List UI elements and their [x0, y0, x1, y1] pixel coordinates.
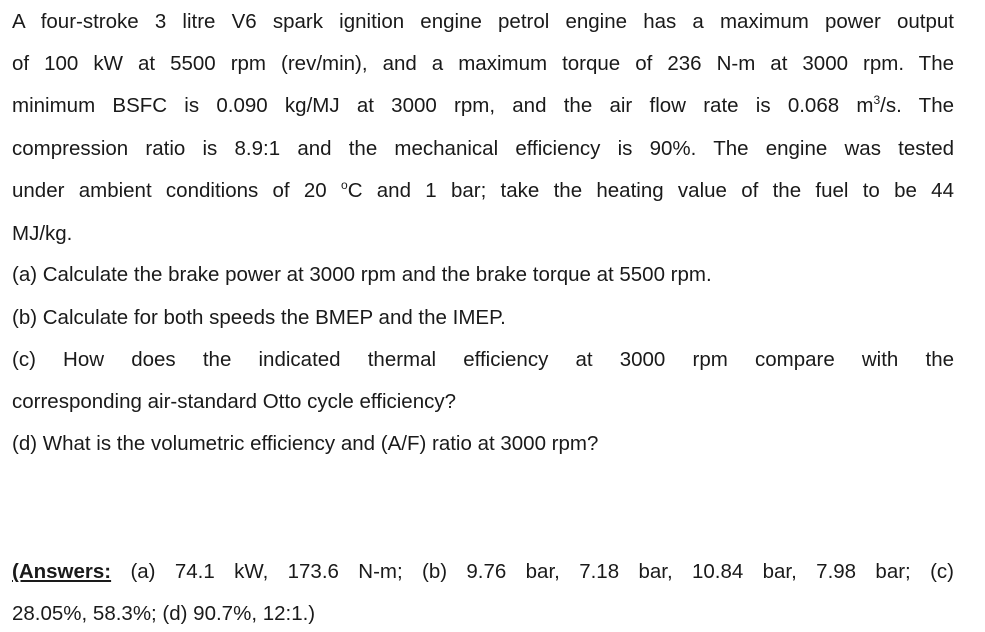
problem-line-6: MJ/kg. — [12, 222, 73, 245]
question-d: (d) What is the volumetric efficiency and (A/F) ratio at 3000 rpm? — [12, 432, 599, 455]
problem-line-2: of 100 kW at 5500 rpm (rev/min), and a maximum torque of 236 N-m at 3000 rpm. The — [12, 52, 954, 75]
problem-line-3-end: /s. The — [880, 94, 954, 117]
problem-line-5 — [12, 179, 954, 203]
question-c-line-2: corresponding air-standard Otto cycle efficiency? — [12, 390, 457, 413]
answers-line-1 — [12, 560, 954, 584]
problem-line-4: compression ratio is 8.9:1 and the mechanical efficiency is 90%. The engine was tested — [12, 137, 954, 160]
problem-line-1: A four-stroke 3 litre V6 spark ignition engine petrol engine has a maximum power output — [12, 10, 954, 33]
answers-line-2: 28.05%, 58.3%; (d) 90.7%, 12:1.) — [12, 602, 316, 625]
degree-superscript: o — [341, 178, 348, 192]
problem-line-5-end: C and 1 bar; take the heating value of the fuel to be 44 — [347, 179, 954, 202]
problem-line-3 — [12, 94, 954, 118]
answers-label: (Answers: — [12, 560, 112, 583]
answers-line-1-text: (a) 74.1 kW, 173.6 N-m; (b) 9.76 bar, 7.18 bar, 10.84 bar, 7.98 bar; (c) — [111, 560, 954, 583]
cubed-superscript: 3 — [873, 93, 881, 107]
question-a: (a) Calculate the brake power at 3000 rpm and the brake torque at 5500 rpm. — [12, 263, 712, 286]
question-b: (b) Calculate for both speeds the BMEP and the IMEP. — [12, 306, 506, 329]
problem-line-3-text: minimum BSFC is 0.090 kg/MJ at 3000 rpm, and the air flow rate is 0.068 m — [12, 94, 874, 117]
problem-line-5-text: under ambient conditions of 20 — [12, 179, 341, 202]
question-c-line-1: (c) How does the indicated thermal efficiency at 3000 rpm compare with the — [12, 348, 954, 371]
